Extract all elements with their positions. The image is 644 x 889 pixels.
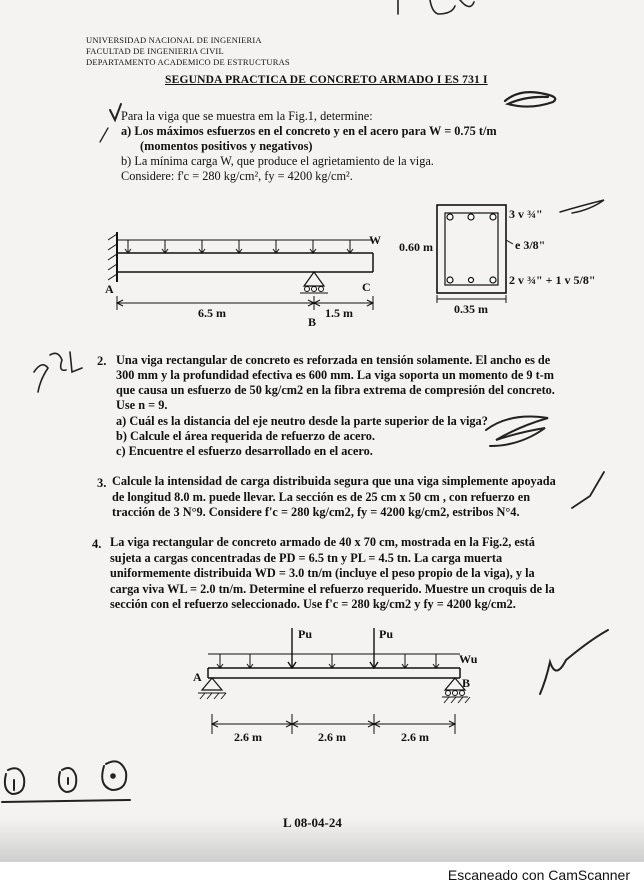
fig2-point-load-2: Pu — [379, 627, 394, 641]
q3-line-2: de longitud 8.0 m. puede llevar. La sección es de 25 cm x 50 cm , con refuerzo en — [112, 490, 531, 504]
section-bottom-bars: 2 v ¾" + 1 v 5/8" — [509, 273, 596, 287]
section-width-label: 0.35 m — [454, 302, 488, 316]
header-department: DEPARTAMENTO ACADEMICO DE ESTRUCTURAS — [86, 57, 290, 67]
q2-line-2: 300 mm y la profundidad efectiva es 600 mm. La viga soporta un momento de 9 t-m — [116, 368, 555, 382]
q3-number: 3. — [97, 476, 107, 490]
fig1-support-a-label: A — [105, 282, 114, 296]
q1-part-a: a) Los máximos esfuerzos en el concreto y en el acero para W = 0.75 t/m — [121, 124, 497, 138]
section-stirrup: e 3/8" — [515, 238, 546, 252]
q1-intro: Para la viga que se muestra em la Fig.1, determine: — [121, 109, 373, 123]
q4-line-2: sujeta a cargas concentradas de PD = 6.5 tn y PL = 4.5 tn. La carga muerta — [110, 551, 503, 565]
q2-line-1: Una viga rectangular de concreto es reforzada en tensión solamente. El ancho es de — [116, 353, 551, 367]
q4-line-4: carga viva WL = 2.0 tn/m. Determine el refuerzo requerido. Muestre un croquis de la — [110, 582, 555, 596]
fig2-span-1: 2.6 m — [234, 730, 262, 744]
fig1-point-c-label: C — [362, 280, 371, 294]
date-footer: L 08-04-24 — [283, 815, 342, 830]
fig1-load-label: W — [369, 233, 381, 247]
q1-consider: Considere: f'c = 280 kg/cm², fy = 4200 kg/cm². — [121, 169, 353, 183]
q2-part-b: b) Calcule el área requerida de refuerzo de acero. — [116, 429, 375, 443]
q2-line-3: que causa un esfuerzo de 50 kg/cm2 en la fibra extrema de compresión del concreto. — [116, 383, 555, 397]
fig2-span-2: 2.6 m — [318, 730, 346, 744]
fig2-point-load-1: Pu — [298, 627, 313, 641]
practice-title: SEGUNDA PRACTICA DE CONCRETO ARMADO I ES 731 I — [165, 74, 488, 86]
fig1-span-1: 6.5 m — [198, 306, 226, 320]
q1-part-a-note: (momentos positivos y negativos) — [140, 139, 313, 153]
q4-line-3: uniformemente distribuida WD = 3.0 tn/m (incluye el peso propio de la viga), y la — [110, 566, 535, 580]
q2-part-c: c) Encuentre el esfuerzo desarrollado en el acero. — [116, 444, 373, 458]
fig1-span-2: 1.5 m — [325, 306, 353, 320]
q4-line-1: La viga rectangular de concreto armado de 40 x 70 cm, mostrada en la Fig.2, está — [110, 535, 535, 549]
fig2-support-b-label: B — [462, 676, 471, 690]
fig2-distributed-load: Wu — [459, 652, 478, 666]
fig1-support-b-label: B — [308, 315, 317, 329]
q2-number: 2. — [97, 354, 107, 368]
q2-line-4: Use n = 9. — [116, 398, 168, 412]
fig2-span-3: 2.6 m — [401, 730, 429, 744]
q1-part-b: b) La mínima carga W, que produce el agrietamiento de la viga. — [121, 154, 434, 168]
q4-number: 4. — [92, 537, 102, 551]
fig2-support-a-label: A — [193, 670, 202, 684]
q3-line-3: tracción de 3 N°9. Considere f'c = 280 kg/cm2, fy = 4200 kg/cm2, estribos N°4. — [112, 505, 520, 519]
q3-line-1: Calcule la intensidad de carga distribuida segura que una viga simplemente apoyada — [112, 474, 556, 488]
header-university: UNIVERSIDAD NACIONAL DE INGENIERIA — [86, 35, 262, 45]
header-faculty: FACULTAD DE INGENIERIA CIVIL — [86, 46, 224, 56]
fig2-support-a — [202, 678, 222, 690]
scanner-watermark: Escaneado con CamScanner — [447, 867, 630, 883]
q4-line-5: sección con el refuerzo seleccionado. Use f'c = 280 kg/cm2 y fy = 4200 kg/cm2. — [110, 597, 516, 611]
section-top-bars: 3 v ¾" — [509, 207, 543, 221]
section-height-label: 0.60 m — [399, 240, 433, 254]
q2-part-a: a) Cuál es la distancia del eje neutro desde la parte superior de la viga? — [116, 414, 488, 428]
